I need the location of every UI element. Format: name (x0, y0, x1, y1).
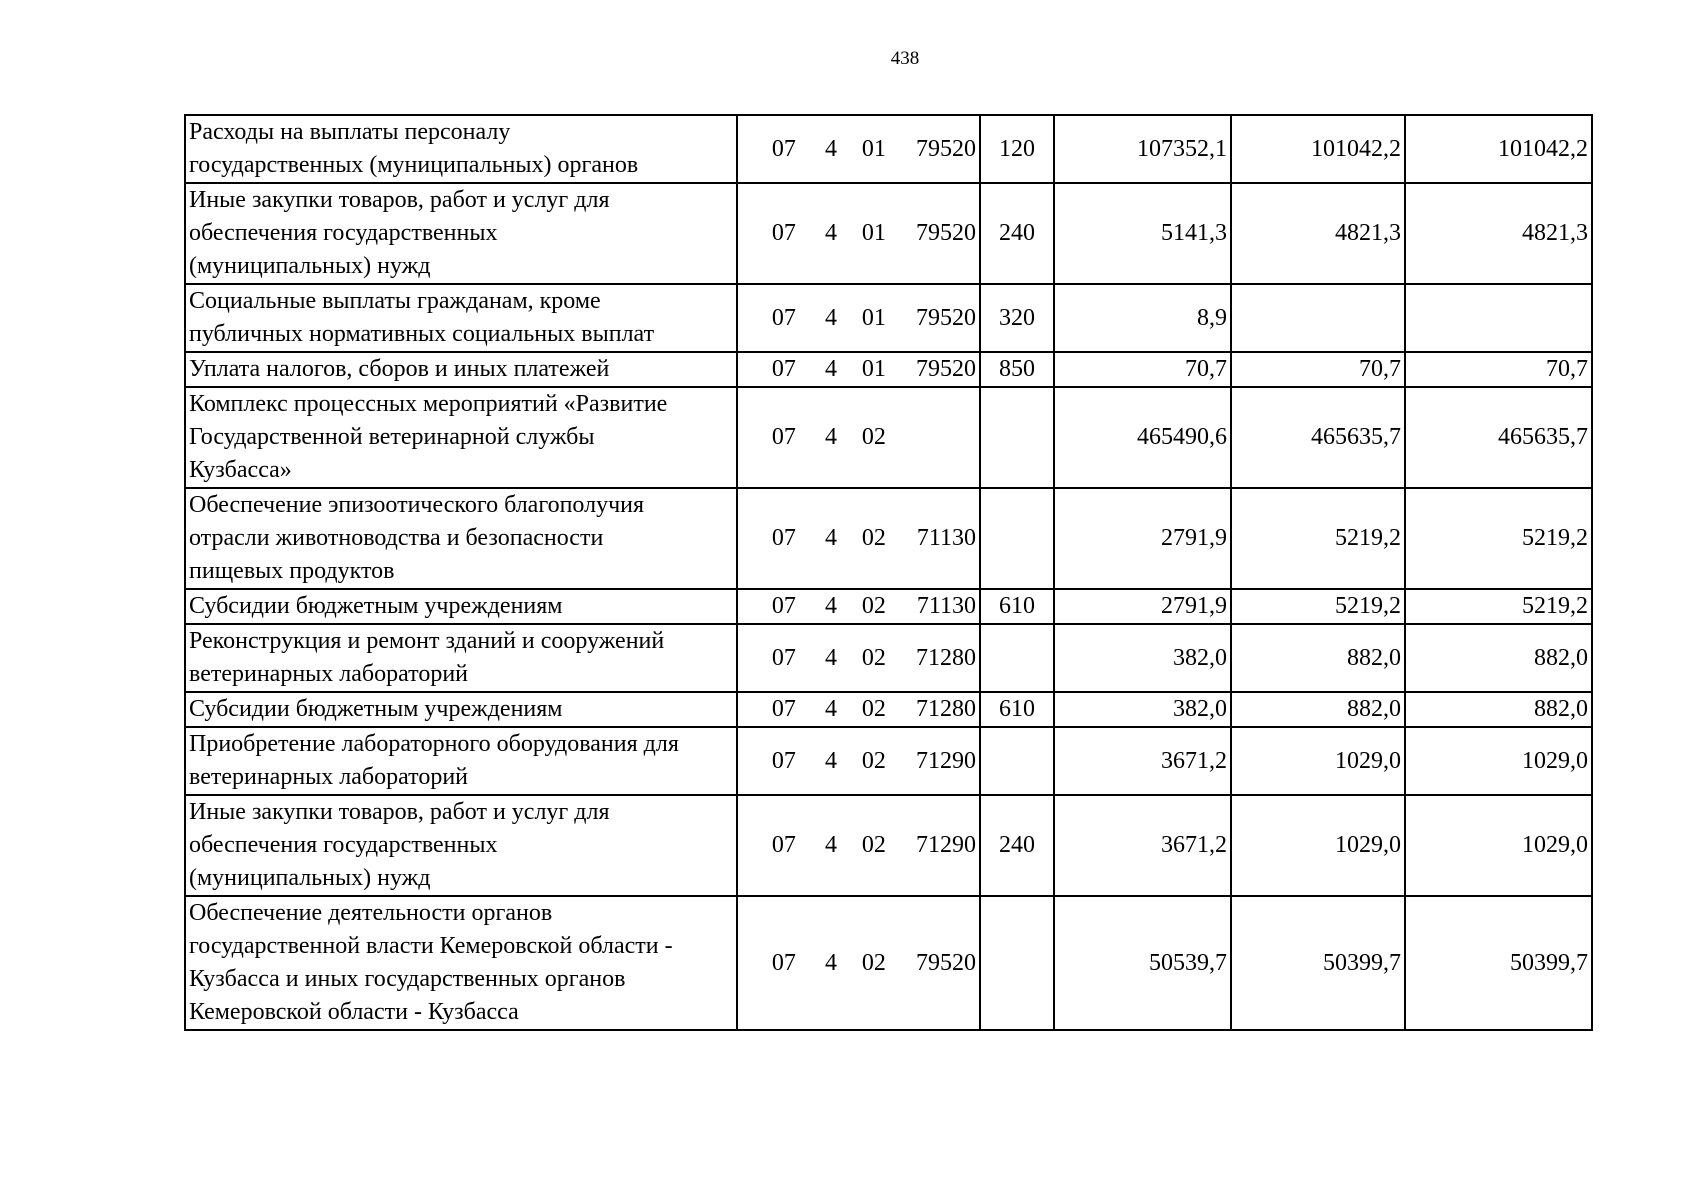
program-code: 4 (824, 949, 837, 976)
section-code: 07 (771, 304, 796, 331)
classification-code-cell (737, 896, 980, 1030)
direction-code: 71290 (915, 832, 976, 858)
program-code: 4 (824, 135, 837, 162)
amount-year-3: 50399,7 (1405, 896, 1592, 1030)
expense-type-code: 320 (980, 284, 1054, 352)
subprogram-code: 02 (861, 747, 886, 774)
classification-code-cell (737, 589, 980, 624)
table-row (185, 115, 1592, 183)
classification-code-cell (737, 624, 980, 692)
amount-year-2: 1029,0 (1231, 727, 1405, 795)
direction-code: 71280 (915, 696, 976, 722)
expense-name-line: Социальные выплаты гражданам, кроме (189, 288, 601, 314)
classification-code-cell (737, 115, 980, 183)
amount-year-3: 1029,0 (1405, 727, 1592, 795)
classification-code-cell (737, 284, 980, 352)
amount-year-1: 3671,2 (1054, 795, 1231, 896)
expense-name-line: государственных (муниципальных) органов (189, 152, 639, 178)
amount-year-3: 5219,2 (1405, 589, 1592, 624)
amount-year-1: 2791,9 (1054, 589, 1231, 624)
direction-code: 79520 (915, 135, 976, 162)
subprogram-code: 01 (861, 220, 886, 246)
table-body (185, 115, 1592, 1030)
expense-name-line: Расходы на выплаты персоналу (189, 119, 511, 145)
expense-name-cell (185, 795, 737, 896)
expense-name-line: государственной власти Кемеровской области - (189, 933, 673, 959)
expense-name-cell (185, 284, 737, 352)
expense-name-line: (муниципальных) нужд (189, 253, 431, 279)
amount-year-2: 882,0 (1231, 692, 1405, 727)
section-code: 07 (771, 747, 796, 774)
classification-code-cell (737, 183, 980, 284)
amount-year-1: 70,7 (1054, 352, 1231, 387)
subprogram-code: 02 (861, 644, 886, 671)
amount-year-2: 882,0 (1231, 624, 1405, 692)
amount-year-1: 5141,3 (1054, 183, 1231, 284)
amount-year-2: 1029,0 (1231, 795, 1405, 896)
table-row (185, 624, 1592, 692)
subprogram-code: 02 (861, 832, 886, 858)
amount-year-3: 465635,7 (1405, 387, 1592, 488)
expense-name-line: Кемеровской области - Кузбасса (189, 999, 519, 1025)
expense-type-code (980, 624, 1054, 692)
expense-type-code: 240 (980, 795, 1054, 896)
direction-code: 71130 (916, 593, 976, 619)
expense-name-cell (185, 624, 737, 692)
subprogram-code: 02 (861, 593, 886, 619)
section-code: 07 (771, 949, 796, 976)
expense-name-line: Приобретение лабораторного оборудования для (189, 731, 679, 757)
amount-year-2: 5219,2 (1231, 488, 1405, 589)
table-row (185, 284, 1592, 352)
expense-name-cell (185, 115, 737, 183)
classification-code-cell (737, 488, 980, 589)
expense-name-line: обеспечения государственных (189, 832, 498, 858)
expense-type-code (980, 727, 1054, 795)
expense-name-line: (муниципальных) нужд (189, 865, 431, 891)
expense-type-code (980, 387, 1054, 488)
program-code: 4 (824, 593, 837, 619)
amount-year-3 (1405, 284, 1592, 352)
expense-name-line: обеспечения государственных (189, 220, 498, 246)
amount-year-1: 382,0 (1054, 624, 1231, 692)
expense-name-cell (185, 692, 737, 727)
budget-table (184, 114, 1593, 1031)
subprogram-code: 02 (861, 525, 886, 551)
direction-code: 71290 (915, 747, 976, 774)
expense-name-line: Обеспечение эпизоотического благополучия (189, 492, 645, 518)
amount-year-3: 5219,2 (1405, 488, 1592, 589)
page-number: 438 (890, 48, 920, 69)
amount-year-2: 70,7 (1231, 352, 1405, 387)
section-code: 07 (771, 593, 796, 619)
table-row (185, 795, 1592, 896)
expense-name-cell (185, 352, 737, 387)
classification-code-cell (737, 727, 980, 795)
table-row (185, 727, 1592, 795)
program-code: 4 (824, 424, 837, 450)
expense-name-line: публичных нормативных социальных выплат (189, 321, 655, 347)
section-code: 07 (771, 525, 796, 551)
section-code: 07 (771, 696, 796, 722)
amount-year-1: 50539,7 (1054, 896, 1231, 1030)
direction-code: 79520 (915, 220, 976, 246)
section-code: 07 (771, 832, 796, 858)
expense-name-line: Субсидии бюджетным учреждениям (189, 593, 563, 619)
expense-name-cell (185, 183, 737, 284)
table-row (185, 488, 1592, 589)
subprogram-code: 01 (861, 135, 886, 162)
section-code: 07 (771, 424, 796, 450)
amount-year-3: 101042,2 (1405, 115, 1592, 183)
subprogram-code: 01 (861, 304, 886, 331)
expense-type-code: 610 (980, 589, 1054, 624)
section-code: 07 (771, 220, 796, 246)
classification-code-cell (737, 692, 980, 727)
classification-code-cell (737, 387, 980, 488)
table-row (185, 352, 1592, 387)
expense-name-line: пищевых продуктов (189, 558, 395, 584)
direction-code: 71130 (916, 525, 976, 551)
expense-name-cell (185, 896, 737, 1030)
expense-name-line: Иные закупки товаров, работ и услуг для (189, 799, 610, 825)
amount-year-1: 2791,9 (1054, 488, 1231, 589)
program-code: 4 (824, 220, 837, 246)
amount-year-1: 107352,1 (1054, 115, 1231, 183)
expense-name-line: Государственной ветеринарной службы (189, 424, 595, 450)
expense-name-line: Комплекс процессных мероприятий «Развитие (189, 391, 668, 417)
table-row (185, 387, 1592, 488)
table-row (185, 183, 1592, 284)
amount-year-1: 8,9 (1054, 284, 1231, 352)
direction-code: 71280 (915, 644, 976, 671)
subprogram-code: 02 (861, 949, 886, 976)
expense-type-code (980, 488, 1054, 589)
amount-year-3: 882,0 (1405, 692, 1592, 727)
program-code: 4 (824, 304, 837, 331)
expense-name-cell (185, 589, 737, 624)
program-code: 4 (824, 356, 837, 382)
expense-name-line: ветеринарных лабораторий (189, 661, 469, 687)
amount-year-3: 1029,0 (1405, 795, 1592, 896)
amount-year-3: 882,0 (1405, 624, 1592, 692)
subprogram-code: 01 (861, 356, 886, 382)
expense-type-code: 850 (980, 352, 1054, 387)
expense-type-code: 120 (980, 115, 1054, 183)
expense-name-cell (185, 488, 737, 589)
amount-year-2: 465635,7 (1231, 387, 1405, 488)
expense-name-line: Уплата налогов, сборов и иных платежей (189, 356, 610, 382)
classification-code-cell (737, 795, 980, 896)
amount-year-1: 465490,6 (1054, 387, 1231, 488)
section-code: 07 (771, 356, 796, 382)
amount-year-3: 4821,3 (1405, 183, 1592, 284)
amount-year-3: 70,7 (1405, 352, 1592, 387)
direction-code: 79520 (915, 356, 976, 382)
expense-name-line: ветеринарных лабораторий (189, 764, 469, 790)
expense-name-cell (185, 727, 737, 795)
program-code: 4 (824, 696, 837, 722)
section-code: 07 (771, 644, 796, 671)
classification-code-cell (737, 352, 980, 387)
direction-code: 79520 (915, 304, 976, 331)
expense-type-code: 240 (980, 183, 1054, 284)
expense-name-line: Кузбасса» (189, 457, 292, 483)
program-code: 4 (824, 525, 837, 551)
subprogram-code: 02 (861, 424, 886, 450)
amount-year-2: 5219,2 (1231, 589, 1405, 624)
program-code: 4 (824, 747, 837, 774)
amount-year-2: 4821,3 (1231, 183, 1405, 284)
amount-year-1: 382,0 (1054, 692, 1231, 727)
expense-type-code (980, 896, 1054, 1030)
table-row (185, 692, 1592, 727)
program-code: 4 (824, 832, 837, 858)
expense-name-line: Иные закупки товаров, работ и услуг для (189, 187, 610, 213)
subprogram-code: 02 (861, 696, 886, 722)
amount-year-2: 50399,7 (1231, 896, 1405, 1030)
expense-name-line: отрасли животноводства и безопасности (189, 525, 604, 551)
table-row (185, 896, 1592, 1030)
expense-type-code: 610 (980, 692, 1054, 727)
direction-code: 79520 (915, 949, 976, 976)
expense-name-line: Реконструкция и ремонт зданий и сооружений (189, 628, 665, 654)
expense-name-cell (185, 387, 737, 488)
expense-name-line: Субсидии бюджетным учреждениям (189, 696, 563, 722)
amount-year-2: 101042,2 (1231, 115, 1405, 183)
expense-name-line: Обеспечение деятельности органов (189, 900, 553, 926)
amount-year-2 (1231, 284, 1405, 352)
table-row (185, 589, 1592, 624)
section-code: 07 (771, 135, 796, 162)
amount-year-1: 3671,2 (1054, 727, 1231, 795)
expense-name-line: Кузбасса и иных государственных органов (189, 966, 626, 992)
program-code: 4 (824, 644, 837, 671)
